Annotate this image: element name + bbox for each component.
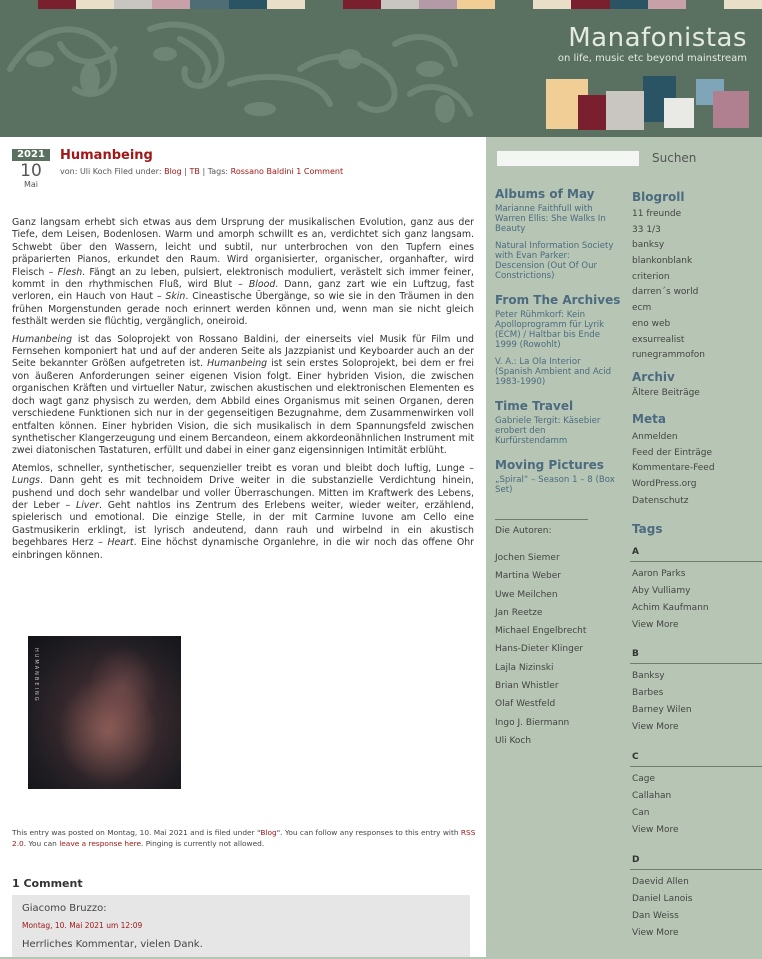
post-footer-text: . You can: [23, 839, 60, 848]
paragraph-text: . Eine höchst dynamische Organlehre, in die wir noch das offene Ohr einbringen können.: [12, 537, 474, 561]
tag-link[interactable]: Callahan: [632, 791, 672, 801]
view-more-link[interactable]: View More: [632, 722, 679, 732]
header-square-decoration: [713, 91, 749, 128]
divider: [630, 663, 762, 664]
strip-segment: [190, 0, 228, 9]
tag-link[interactable]: Barney Wilen: [632, 705, 692, 715]
emphasis-text: Flesh: [57, 266, 83, 278]
strip-segment: [114, 0, 152, 9]
footer-category-link[interactable]: Blog: [260, 828, 277, 837]
strip-segment: [0, 0, 38, 9]
older-posts-link[interactable]: Ältere Beiträge: [632, 388, 700, 398]
emphasis-text: Lungs: [12, 475, 40, 487]
strip-segment: [724, 0, 762, 9]
post-meta-prefix: von: Uli Koch Filed under:: [60, 167, 165, 176]
post-date-month: Mai: [23, 180, 39, 189]
post-meta-separator: |: [181, 167, 190, 176]
strip-segment: [495, 0, 533, 9]
site-header: [0, 9, 762, 137]
tag-link[interactable]: Daniel Lanois: [632, 894, 693, 904]
view-more-link[interactable]: View More: [632, 825, 679, 835]
author-link[interactable]: Jochen Siemer: [495, 553, 560, 563]
archive-link[interactable]: V. A.: La Ola Interior (Spanish Ambient and Acid 1983-1990): [495, 357, 612, 387]
time-travel-link[interactable]: Gabriele Tergit: Käsebier erobert den Kurfürstendamm: [495, 416, 601, 446]
search-button[interactable]: Suchen: [652, 151, 697, 165]
tag-letter-heading: D: [632, 855, 640, 865]
post-body: [12, 217, 474, 567]
tag-letter-heading: B: [632, 649, 639, 659]
author-link[interactable]: Uli Koch: [495, 735, 532, 746]
blogroll-list: [632, 207, 705, 364]
strip-segment: [686, 0, 724, 9]
author-link[interactable]: Jan Reetze: [495, 607, 543, 618]
post-footer-text: . Pinging is currently not allowed.: [141, 839, 265, 848]
strip-segment: [457, 0, 495, 9]
divider: [630, 766, 762, 767]
album-link[interactable]: Natural Information Society with Evan Parker: Descension (Out Of Our Constrictions): [495, 241, 614, 281]
strip-segment: [610, 0, 648, 9]
tag-link[interactable]: Daevid Allen: [632, 877, 689, 887]
emphasis-text: Blood: [248, 279, 276, 291]
blogroll-link[interactable]: ecm: [632, 303, 652, 314]
blogroll-link[interactable]: runegrammofon: [632, 350, 705, 361]
blogroll-link[interactable]: exsurrealist: [632, 334, 685, 345]
post-date-day: 10: [20, 161, 42, 181]
meta-list: [632, 430, 715, 492]
author-link[interactable]: Martina Weber: [495, 571, 561, 582]
author-link[interactable]: Brian Whistler: [495, 681, 559, 692]
tag-letter-heading: A: [632, 547, 639, 557]
tag-link-rossano-baldini[interactable]: Rossano Baldini: [230, 167, 294, 176]
strip-segment: [381, 0, 419, 9]
post-date-year: 2021: [12, 149, 50, 161]
emphasis-text: Skin: [165, 291, 186, 303]
post-paragraph: [12, 463, 474, 562]
post-meta: [60, 167, 343, 176]
moving-pictures-link[interactable]: „Spiral“ – Season 1 – 8 (Box Set): [495, 475, 615, 495]
tag-link[interactable]: Barbes: [632, 688, 664, 698]
view-more-link[interactable]: View More: [632, 620, 679, 630]
blogroll-heading: Blogroll: [632, 190, 685, 204]
color-strip: [0, 0, 762, 9]
paragraph-text: ist das Soloprojekt von Rossano Baldini, der einerseits viel Musik für Film und Fernsehen komponiert hat und auf der anderen Seite als Jazzpianist und Keyboarder auch an der Seite bekannter Größen aufgetreten ist.: [12, 333, 474, 370]
post-meta-tags-prefix: | Tags:: [199, 167, 231, 176]
author-link[interactable]: Lajla Nizinski: [495, 662, 554, 673]
strip-segment: [648, 0, 686, 9]
rss-link[interactable]: RSS 2.0: [12, 828, 476, 848]
authors-label: Die Autoren:: [495, 526, 552, 536]
post-paragraph: [12, 217, 474, 329]
blogroll-link[interactable]: blankonblank: [632, 256, 693, 267]
blogroll-link[interactable]: 11 freunde: [632, 209, 682, 219]
post-date: [12, 149, 50, 189]
blogroll-link[interactable]: banksy: [632, 240, 665, 251]
cover-blur: [88, 646, 158, 726]
tag-link[interactable]: Aby Vulliamy: [632, 586, 691, 596]
meta-link[interactable]: Feed der Einträge: [632, 447, 713, 458]
post-content: [0, 137, 486, 957]
author-link[interactable]: Hans-Dieter Klinger: [495, 644, 584, 655]
blogroll-link[interactable]: criterion: [632, 271, 670, 282]
comments-link[interactable]: 1 Comment: [296, 167, 344, 176]
albums-heading: Albums of May: [495, 187, 595, 201]
moving-pictures-heading: Moving Pictures: [495, 458, 604, 472]
comments-heading: 1 Comment: [12, 877, 83, 890]
blogroll-link[interactable]: 33 1/3: [632, 224, 661, 235]
tag-link[interactable]: Banksy: [632, 671, 665, 681]
author-link[interactable]: Olaf Westfeld: [495, 699, 556, 710]
meta-link[interactable]: Kommentare-Feed: [632, 463, 715, 473]
time-travel-heading: Time Travel: [495, 399, 574, 413]
cover-text: HUMANBEING: [33, 648, 39, 703]
emphasis-text: Humanbeing: [207, 358, 268, 370]
tags-heading: Tags: [632, 522, 663, 536]
category-link-blog[interactable]: Blog: [164, 167, 182, 176]
header-square-decoration: [606, 91, 644, 130]
tag-link[interactable]: Achim Kaufmann: [632, 603, 709, 613]
paragraph-text: . Cineastische Übergänge, so wie sie in den Träumen in den frühen Morgenstunden gerade noch erinnert werden können und, wenn man sie nicht gleich festhält werden sie flüchtig, vergänglich, oneiroid.: [12, 291, 475, 328]
strip-segment: [343, 0, 381, 9]
paragraph-text: Atemlos, schneller, synthetischer, sequenzieller treibt es voran und bleibt doch luftig, Lunge –: [12, 462, 474, 474]
paragraph-text: . Dann, ganz zart wie ein Luftzug, fast verloren, ein Hauch von Haut –: [12, 279, 474, 303]
category-link-tb[interactable]: TB: [189, 167, 200, 176]
strip-segment: [419, 0, 457, 9]
post-footer-text: This entry was posted on Montag, 10. Mai 2021 and is filed under ": [12, 828, 261, 837]
meta-link[interactable]: WordPress.org: [632, 478, 697, 489]
comment: [12, 895, 470, 957]
ornament-decoration: [0, 9, 500, 137]
emphasis-text: Liver: [75, 499, 99, 511]
emphasis-text: Heart: [107, 537, 134, 549]
strip-segment: [38, 0, 76, 9]
view-more-link[interactable]: View More: [632, 928, 679, 938]
meta-heading: Meta: [632, 412, 666, 426]
paragraph-text: ist sein erstes Soloprojekt, bei dem er frei von äußeren Anforderungen seiner eigenen Vision folgt. Einer hybriden Vision, die zwischen organischen Kräften und virtueller Natur, zwischen akustischen und elektronischen Elementen es doch wagt ganz physisch zu werden, dem Abbild eines Organismus mit seinen Organen, deren verschiedene Funktionen sich nur in der gegenseitigen Bezugnahme, dem Zusammenwirken voll entfalten können. Einer hybriden Vision, die sich musikalisch in dem Spannungsfeld zwischen synthetischer Klangerzeugung und einem Bercandeon, einem akkordeonähnlichen Instrument mit zwei diatonischen Tastaturen, erfüllt und dabei in einer ganz eigensinnigen Intimität erblüht.: [12, 358, 475, 457]
leave-response-link[interactable]: leave a response here: [59, 839, 142, 848]
divider: [495, 519, 588, 520]
header-square-decoration: [578, 95, 608, 130]
paragraph-text: . Dann geht es mit technoidem Drive weiter in die substanzielle Verdichtung hinein, pushend und doch sehr wandelbar und voller Überraschungen. Mitten im Kraftwerk des Lebens, der Leber –: [12, 475, 474, 511]
author-link[interactable]: Uwe Meilchen: [495, 589, 558, 600]
tag-letter-heading: C: [632, 752, 639, 762]
tag-link[interactable]: Aaron Parks: [632, 569, 686, 579]
strip-segment: [152, 0, 190, 9]
site-title[interactable]: Manafonistas: [568, 23, 747, 53]
blogroll-link[interactable]: darren´s world: [632, 287, 699, 298]
blogroll-link[interactable]: eno web: [632, 318, 671, 329]
author-link[interactable]: Ingo J. Biermann: [495, 717, 570, 728]
album-cover-image: [28, 636, 181, 789]
divider: [630, 561, 762, 562]
divider: [630, 869, 762, 870]
post-paragraph: [12, 334, 474, 458]
strip-segment: [229, 0, 267, 9]
paragraph-text: Ganz langsam erhebt sich etwas aus dem Ursprung der musikalischen Evolution, ganz aus der Tiefe, dem Leisen, Bodenlosen. Warm und amorph schwillt es an, verdichtet sich ganz langsam. Schwebt über den Wassern, leicht und subtil, nur unterbrochen von den Tupfern eines präparierten Pianos, erkundet den Raum. Wird organisierter, organischer, organhafter, wird Fleisch –: [12, 217, 474, 278]
tag-link[interactable]: Cage: [632, 774, 656, 784]
archive-link[interactable]: Peter Rühmkorf: Kein Apolloprogramm für Lyrik (ECM) / Haltbar bis Ende 1999 (Rowohlt): [495, 310, 605, 350]
post-footer: [12, 827, 477, 849]
strip-segment: [571, 0, 609, 9]
datenschutz-link[interactable]: Datenschutz: [632, 496, 689, 506]
post-title[interactable]: Humanbeing: [60, 148, 153, 163]
strip-segment: [76, 0, 114, 9]
tag-link[interactable]: Dan Weiss: [632, 911, 679, 921]
strip-segment: [305, 0, 343, 9]
site-tagline: on life, music etc beyond mainstream: [557, 53, 747, 64]
paragraph-text: . Geht nahtlos ins Zentrum des Erlebens weiter, wieder weiter, erzählend, spielerisch und emotional. Die einzige Stelle, in der mit Carmine Iuvone am Cello eine Gastmusikerin erklingt, ist lyrisch andeutend, dann rauh und wirbelnd in ein akustisch begehbares Herz –: [12, 499, 474, 549]
tag-link[interactable]: Can: [632, 808, 650, 818]
meta-link[interactable]: Anmelden: [632, 432, 678, 442]
author-link[interactable]: Michael Engelbrecht: [495, 626, 587, 637]
strip-segment: [267, 0, 305, 9]
comment-date-link[interactable]: Montag, 10. Mai 2021 um 12:09: [22, 921, 143, 930]
search-input[interactable]: [497, 151, 639, 166]
comment-text: Herrliches Kommentar, vielen Dank.: [22, 939, 203, 950]
comment-author: Giacomo Bruzzo:: [22, 903, 107, 914]
post-footer-text: ". You can follow any responses to this entry with: [276, 828, 461, 837]
paragraph-text: . Fängt an zu leben, pulsiert, elektronisch moduliert, verästelt sich immer feiner, kommt in den rhythmischen Fluß, wird Blut –: [12, 266, 474, 291]
header-square-decoration: [664, 98, 694, 128]
archives-heading: From The Archives: [495, 293, 621, 307]
emphasis-text: Humanbeing: [12, 333, 73, 345]
archiv-heading: Archiv: [632, 370, 675, 384]
strip-segment: [533, 0, 571, 9]
authors-list: [495, 549, 586, 750]
album-link[interactable]: Marianne Faithfull with Warren Ellis: She Walks In Beauty: [495, 204, 606, 234]
